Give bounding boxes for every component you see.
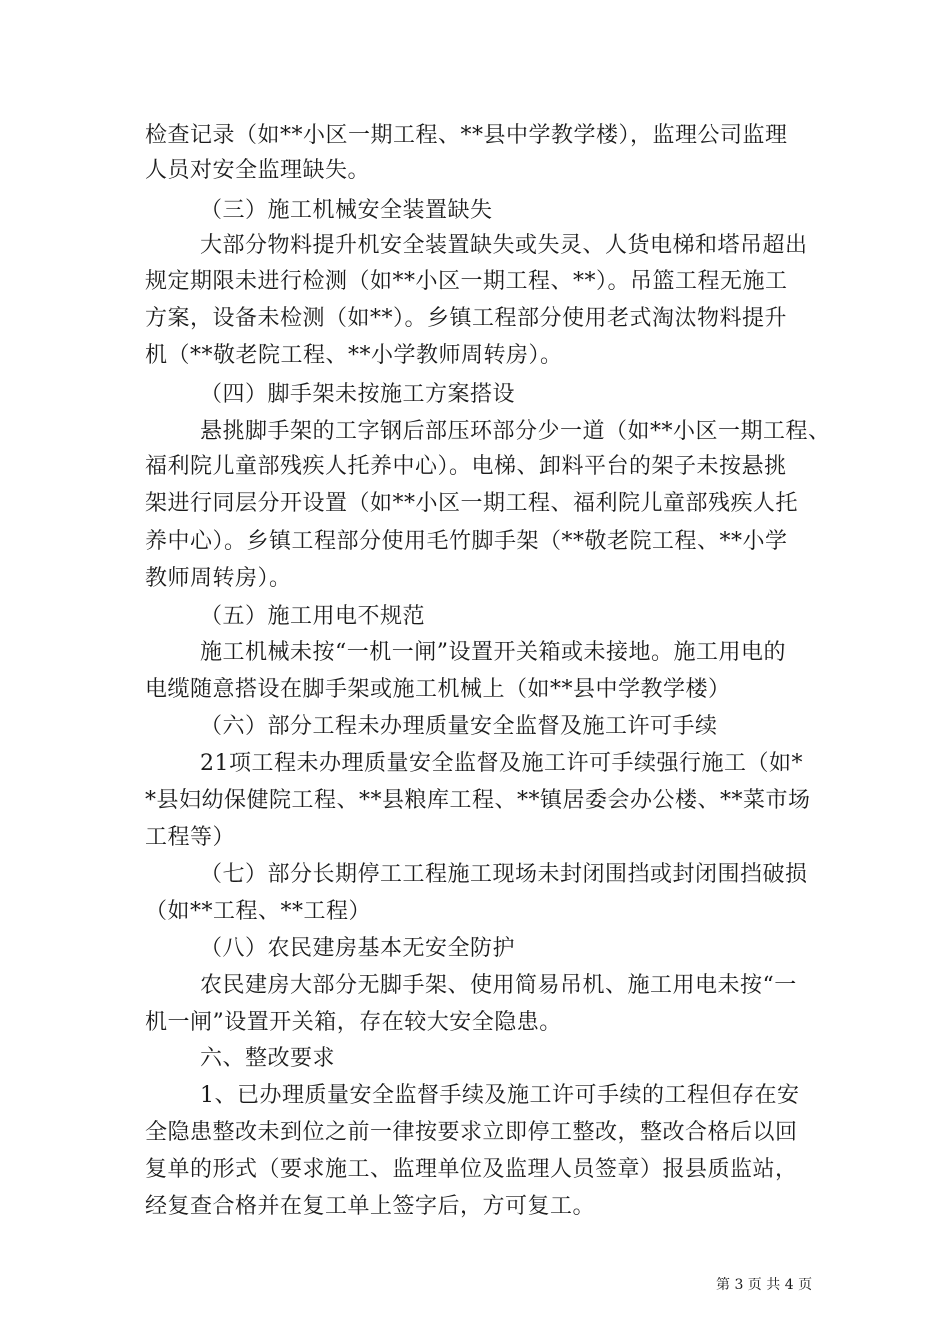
text-line-25: 机一闸”设置开关箱，存在较大安全隐患。 bbox=[145, 1010, 562, 1035]
section-heading-3: （三）施工机械安全装置缺失 bbox=[200, 198, 493, 223]
text-line-1: 检查记录（如**小区一期工程、**县中学教学楼），监理公司监理 bbox=[145, 123, 788, 148]
section-heading-six: 六、整改要求 bbox=[200, 1046, 336, 1071]
text-line-15: 施工机械未按“一机一闸”设置开关箱或未接地。施工用电的 bbox=[200, 640, 786, 665]
text-line-12: 养中心）。乡镇工程部分使用毛竹脚手架（**敬老院工程、**小学 bbox=[145, 529, 788, 554]
text-line-30: 经复查合格并在复工单上签字后，方可复工。 bbox=[145, 1194, 596, 1219]
section-heading-6: （六）部分工程未办理质量安全监督及施工许可手续 bbox=[200, 714, 718, 739]
text-line-22: （如**工程、**工程） bbox=[145, 899, 372, 924]
section-heading-5: （五）施工用电不规范 bbox=[200, 604, 426, 629]
text-line-20: 工程等） bbox=[145, 825, 236, 850]
text-line-13: 教师周转房）。 bbox=[145, 566, 292, 591]
text-line-7: 机（**敬老院工程、**小学教师周转房）。 bbox=[145, 343, 563, 368]
section-heading-7: （七）部分长期停工工程施工现场未封闭围挡或封闭围挡破损 bbox=[200, 862, 808, 887]
text-line-2: 人员对安全监理缺失。 bbox=[145, 158, 371, 183]
text-line-19: *县妇幼保健院工程、**县粮库工程、**镇居委会办公楼、**菜市场 bbox=[145, 788, 811, 813]
section-heading-4: （四）脚手架未按施工方案搭设 bbox=[200, 382, 516, 407]
section-heading-8: （八）农民建房基本无安全防护 bbox=[200, 936, 516, 961]
text-line-27: 1、已办理质量安全监督手续及施工许可手续的工程但存在安 bbox=[200, 1083, 800, 1108]
text-line-24: 农民建房大部分无脚手架、使用简易吊机、施工用电未按“一 bbox=[200, 973, 797, 998]
text-line-5: 规定期限未进行检测（如**小区一期工程、**）。吊篮工程无施工 bbox=[145, 269, 788, 294]
text-line-4: 大部分物料提升机安全装置缺失或失灵、人货电梯和塔吊超出 bbox=[200, 233, 808, 258]
text-line-10: 福利院儿童部残疾人托养中心）。电梯、卸料平台的架子未按悬挑 bbox=[145, 454, 787, 479]
text-line-6: 方案，设备未检测（如**）。乡镇工程部分使用老式淘汰物料提升 bbox=[145, 306, 788, 331]
text-line-28: 全隐患整改未到位之前一律按要求立即停工整改，整改合格后以回 bbox=[145, 1120, 798, 1145]
text-line-18: 21项工程未办理质量安全监督及施工许可手续强行施工（如* bbox=[200, 751, 803, 776]
page-number-footer: 第 3 页 共 4 页 bbox=[716, 1277, 813, 1293]
text-line-16: 电缆随意搭设在脚手架或施工机械上（如**县中学教学楼） bbox=[145, 677, 731, 702]
text-line-11: 架进行同层分开设置（如**小区一期工程、福利院儿童部残疾人托 bbox=[145, 491, 799, 516]
text-line-29: 复单的形式（要求施工、监理单位及监理人员签章）报县质监站， bbox=[145, 1157, 798, 1182]
text-line-9: 悬挑脚手架的工字钢后部压环部分少一道（如**小区一期工程、 bbox=[200, 419, 831, 444]
